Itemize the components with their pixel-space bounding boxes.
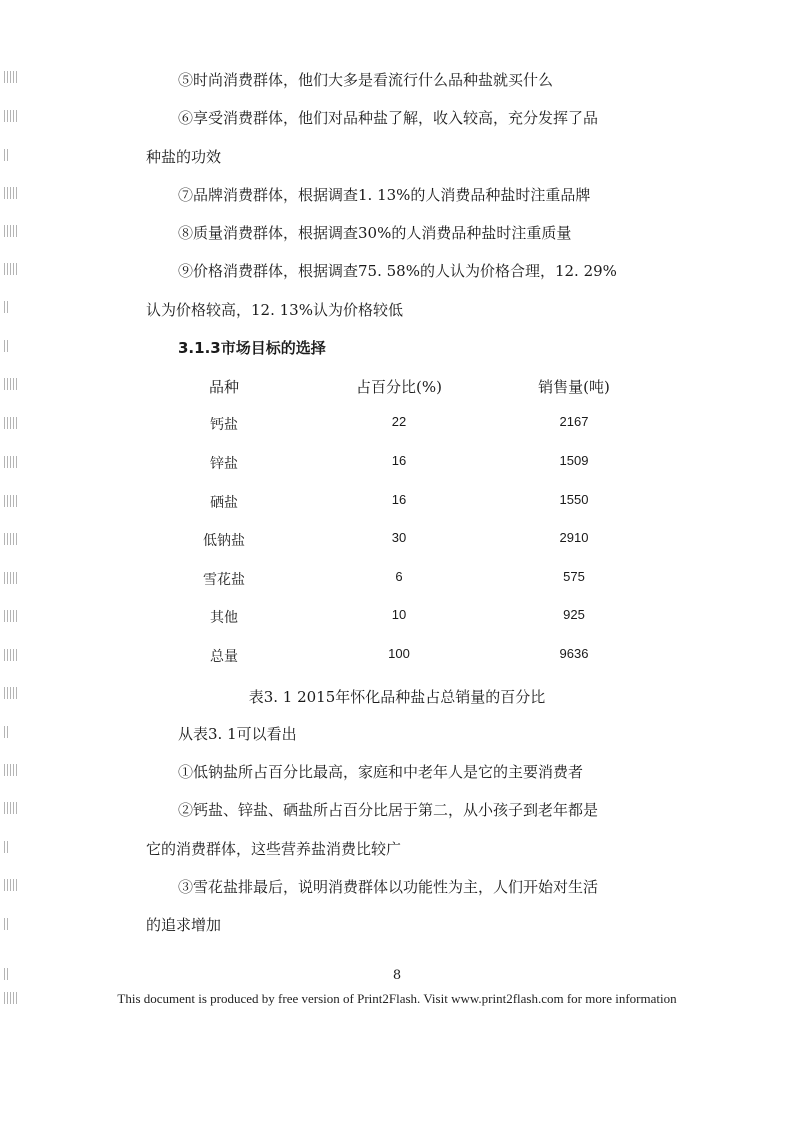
table-cell-sales: 9636 <box>559 646 589 661</box>
table-cell-variety: 其他 <box>210 610 238 626</box>
table-row <box>0 492 794 514</box>
table-row <box>0 453 794 475</box>
margin-artifact <box>4 187 18 199</box>
table-cell-percent: 100 <box>388 646 410 661</box>
table-cell-sales: 575 <box>563 569 585 584</box>
paragraph-enjoyment-consumers: ⑥享受消费群体，他们对品种盐了解，收入较高，充分发挥了品 <box>178 109 599 127</box>
margin-artifact <box>4 726 10 738</box>
table-header-cell: 品种 <box>208 378 240 396</box>
paragraph-quality-consumers: ⑧质量消费群体，根据调查30%的人消费品种盐时注重质量 <box>178 224 572 242</box>
table-cell-variety: 锌盐 <box>210 456 238 472</box>
table-cell-variety: 低钠盐 <box>203 533 245 549</box>
analysis-point-1: ①低钠盐所占百分比最高，家庭和中老年人是它的主要消费者 <box>178 763 584 781</box>
analysis-point-2: ②钙盐、锌盐、硒盐所占百分比居于第二，从小孩子到老年都是 <box>178 801 599 819</box>
page-number: 8 <box>392 968 402 983</box>
table-cell-variety: 钙盐 <box>210 417 238 433</box>
margin-artifact <box>4 802 18 814</box>
table-row <box>0 569 794 591</box>
paragraph-price-consumers: ⑨价格消费群体，根据调查75. 58%的人认为价格合理，12. 29% <box>178 262 617 280</box>
table-header-cell: 占百分比(%) <box>356 378 442 396</box>
paragraph-fashion-consumers: ⑤时尚消费群体，他们大多是看流行什么品种盐就买什么 <box>178 71 554 89</box>
table-cell-percent: 30 <box>391 530 407 545</box>
table-cell-sales: 1509 <box>559 453 589 468</box>
analysis-intro: 从表3. 1可以看出 <box>178 725 297 743</box>
analysis-point-3: ③雪花盐排最后，说明消费群体以功能性为主，人们开始对生活 <box>178 878 599 896</box>
table-cell-percent: 10 <box>391 607 407 622</box>
table-row <box>0 607 794 629</box>
margin-artifact <box>4 841 10 853</box>
table-header-cell: 销售量(吨) <box>538 378 610 396</box>
table-cell-sales: 2167 <box>559 414 589 429</box>
table-cell-sales: 2910 <box>559 530 589 545</box>
section-heading: 3.1.3市场目标的选择 <box>178 339 326 357</box>
margin-artifact <box>4 225 18 237</box>
table-row <box>0 414 794 436</box>
margin-artifact <box>4 879 18 891</box>
paragraph-price-consumers-cont: 认为价格较高，12. 13%认为价格较低 <box>146 301 403 319</box>
margin-artifact <box>4 764 18 776</box>
table-cell-sales: 1550 <box>559 492 589 507</box>
paragraph-enjoyment-consumers-cont: 种盐的功效 <box>146 148 222 166</box>
table-cell-variety: 硒盐 <box>210 495 238 511</box>
margin-artifact <box>4 71 18 83</box>
table-caption: 表3. 1 2015年怀化品种盐占总销量的百分比 <box>248 688 546 706</box>
print2flash-footer: This document is produced by free version of Print2Flash. Visit www.print2flash.com for more information <box>117 991 677 1006</box>
table-cell-percent: 16 <box>391 492 407 507</box>
margin-artifact <box>4 918 10 930</box>
analysis-point-2-cont: 它的消费群体，这些营养盐消费比较广 <box>146 840 402 858</box>
table-cell-variety: 雪花盐 <box>203 572 245 588</box>
table-cell-percent: 22 <box>391 414 407 429</box>
table-cell-percent: 6 <box>395 569 403 584</box>
table-row <box>0 530 794 552</box>
table-row-total <box>0 646 794 668</box>
table-header-row <box>0 376 794 398</box>
table-cell-variety: 总量 <box>210 649 238 665</box>
analysis-point-3-cont: 的追求增加 <box>146 916 222 934</box>
table-cell-sales: 925 <box>563 607 585 622</box>
paragraph-brand-consumers: ⑦品牌消费群体，根据调查1. 13%的人消费品种盐时注重品牌 <box>178 186 591 204</box>
margin-artifact <box>4 263 18 275</box>
table-cell-percent: 16 <box>391 453 407 468</box>
margin-artifact <box>4 110 18 122</box>
margin-artifact <box>4 340 10 352</box>
margin-artifact <box>4 149 10 161</box>
margin-artifact <box>4 301 10 313</box>
